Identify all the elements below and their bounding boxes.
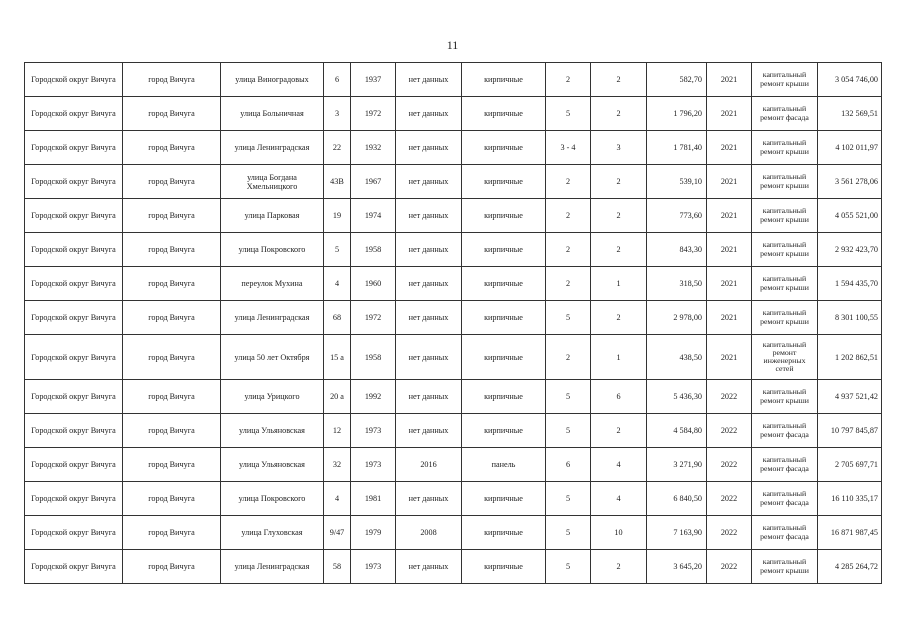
plan-year-cell: 2021 (707, 199, 752, 233)
street-cell: улица Глуховская (221, 516, 324, 550)
entrances-cell: 1 (591, 335, 647, 380)
city-cell: город Вичуга (123, 233, 221, 267)
reconstruction-year-cell: нет данных (396, 380, 462, 414)
area-cell: 1 796,20 (647, 97, 707, 131)
house-number-cell: 15 а (324, 335, 351, 380)
reconstruction-year-cell: нет данных (396, 131, 462, 165)
work-type-cell: капитальный ремонт крыши (752, 233, 818, 267)
floors-cell: 2 (546, 199, 591, 233)
plan-year-cell: 2022 (707, 414, 752, 448)
reconstruction-year-cell: нет данных (396, 267, 462, 301)
area-cell: 6 840,50 (647, 482, 707, 516)
wall-material-cell: кирпичные (462, 516, 546, 550)
floors-cell: 5 (546, 516, 591, 550)
work-type-cell: капитальный ремонт крыши (752, 131, 818, 165)
district-cell: Городской округ Вичуга (25, 301, 123, 335)
street-cell: улица Ленинградская (221, 550, 324, 584)
floors-cell: 5 (546, 414, 591, 448)
wall-material-cell: кирпичные (462, 335, 546, 380)
area-cell: 318,50 (647, 267, 707, 301)
table-row (25, 516, 882, 550)
reconstruction-year-cell: нет данных (396, 63, 462, 97)
work-type-cell: капитальный ремонт крыши (752, 199, 818, 233)
entrances-cell: 3 (591, 131, 647, 165)
reconstruction-year-cell: нет данных (396, 335, 462, 380)
area-cell: 582,70 (647, 63, 707, 97)
build-year-cell: 1958 (351, 233, 396, 267)
area-cell: 7 163,90 (647, 516, 707, 550)
street-cell: улица Больничная (221, 97, 324, 131)
area-cell: 2 978,00 (647, 301, 707, 335)
floors-cell: 3 - 4 (546, 131, 591, 165)
build-year-cell: 1960 (351, 267, 396, 301)
build-year-cell: 1967 (351, 165, 396, 199)
entrances-cell: 2 (591, 233, 647, 267)
house-number-cell: 5 (324, 233, 351, 267)
table-row (25, 199, 882, 233)
work-type-cell: капитальный ремонт крыши (752, 301, 818, 335)
work-type-cell: капитальный ремонт крыши (752, 63, 818, 97)
work-type-cell: капитальный ремонт фасада (752, 97, 818, 131)
cost-cell: 8 301 100,55 (818, 301, 882, 335)
cost-cell: 4 937 521,42 (818, 380, 882, 414)
plan-year-cell: 2022 (707, 482, 752, 516)
district-cell: Городской округ Вичуга (25, 448, 123, 482)
plan-year-cell: 2021 (707, 301, 752, 335)
wall-material-cell: кирпичные (462, 550, 546, 584)
wall-material-cell: кирпичные (462, 131, 546, 165)
housing-repair-table (24, 62, 882, 584)
build-year-cell: 1974 (351, 199, 396, 233)
table-row (25, 482, 882, 516)
cost-cell: 3 561 278,06 (818, 165, 882, 199)
entrances-cell: 2 (591, 165, 647, 199)
floors-cell: 5 (546, 301, 591, 335)
wall-material-cell: кирпичные (462, 165, 546, 199)
floors-cell: 2 (546, 233, 591, 267)
district-cell: Городской округ Вичуга (25, 63, 123, 97)
work-type-cell: капитальный ремонт фасада (752, 516, 818, 550)
plan-year-cell: 2021 (707, 63, 752, 97)
reconstruction-year-cell: нет данных (396, 233, 462, 267)
entrances-cell: 10 (591, 516, 647, 550)
cost-cell: 16 871 987,45 (818, 516, 882, 550)
wall-material-cell: кирпичные (462, 267, 546, 301)
street-cell: улица Богдана Хмельницкого (221, 165, 324, 199)
city-cell: город Вичуга (123, 63, 221, 97)
build-year-cell: 1932 (351, 131, 396, 165)
plan-year-cell: 2022 (707, 448, 752, 482)
table-row (25, 301, 882, 335)
house-number-cell: 20 а (324, 380, 351, 414)
area-cell: 1 781,40 (647, 131, 707, 165)
floors-cell: 6 (546, 448, 591, 482)
area-cell: 3 271,90 (647, 448, 707, 482)
wall-material-cell: кирпичные (462, 482, 546, 516)
wall-material-cell: кирпичные (462, 63, 546, 97)
work-type-cell: капитальный ремонт инженерных сетей (752, 335, 818, 380)
reconstruction-year-cell: нет данных (396, 550, 462, 584)
cost-cell: 4 285 264,72 (818, 550, 882, 584)
house-number-cell: 68 (324, 301, 351, 335)
house-number-cell: 6 (324, 63, 351, 97)
house-number-cell: 12 (324, 414, 351, 448)
street-cell: улица Покровского (221, 482, 324, 516)
table-row (25, 63, 882, 97)
table-row (25, 233, 882, 267)
house-number-cell: 4 (324, 267, 351, 301)
city-cell: город Вичуга (123, 414, 221, 448)
city-cell: город Вичуга (123, 97, 221, 131)
work-type-cell: капитальный ремонт фасада (752, 448, 818, 482)
table-row (25, 267, 882, 301)
table-row (25, 414, 882, 448)
cost-cell: 16 110 335,17 (818, 482, 882, 516)
district-cell: Городской округ Вичуга (25, 335, 123, 380)
street-cell: улица Ульяновская (221, 448, 324, 482)
cost-cell: 4 102 011,97 (818, 131, 882, 165)
house-number-cell: 58 (324, 550, 351, 584)
work-type-cell: капитальный ремонт крыши (752, 380, 818, 414)
floors-cell: 2 (546, 165, 591, 199)
city-cell: город Вичуга (123, 516, 221, 550)
house-number-cell: 3 (324, 97, 351, 131)
street-cell: улица 50 лет Октября (221, 335, 324, 380)
reconstruction-year-cell: 2016 (396, 448, 462, 482)
build-year-cell: 1973 (351, 414, 396, 448)
district-cell: Городской округ Вичуга (25, 550, 123, 584)
street-cell: улица Парковая (221, 199, 324, 233)
build-year-cell: 1973 (351, 448, 396, 482)
table-body (25, 63, 882, 584)
city-cell: город Вичуга (123, 335, 221, 380)
city-cell: город Вичуга (123, 199, 221, 233)
floors-cell: 5 (546, 380, 591, 414)
entrances-cell: 2 (591, 199, 647, 233)
entrances-cell: 1 (591, 267, 647, 301)
city-cell: город Вичуга (123, 267, 221, 301)
entrances-cell: 2 (591, 550, 647, 584)
work-type-cell: капитальный ремонт фасада (752, 414, 818, 448)
floors-cell: 2 (546, 267, 591, 301)
wall-material-cell: кирпичные (462, 199, 546, 233)
cost-cell: 10 797 845,87 (818, 414, 882, 448)
cost-cell: 1 594 435,70 (818, 267, 882, 301)
area-cell: 773,60 (647, 199, 707, 233)
plan-year-cell: 2022 (707, 380, 752, 414)
reconstruction-year-cell: нет данных (396, 482, 462, 516)
build-year-cell: 1979 (351, 516, 396, 550)
wall-material-cell: кирпичные (462, 301, 546, 335)
street-cell: улица Виноградовых (221, 63, 324, 97)
table-row (25, 335, 882, 380)
district-cell: Городской округ Вичуга (25, 165, 123, 199)
plan-year-cell: 2021 (707, 267, 752, 301)
cost-cell: 3 054 746,00 (818, 63, 882, 97)
house-number-cell: 32 (324, 448, 351, 482)
city-cell: город Вичуга (123, 448, 221, 482)
reconstruction-year-cell: нет данных (396, 414, 462, 448)
plan-year-cell: 2022 (707, 516, 752, 550)
entrances-cell: 2 (591, 414, 647, 448)
floors-cell: 5 (546, 550, 591, 584)
district-cell: Городской округ Вичуга (25, 482, 123, 516)
area-cell: 4 584,80 (647, 414, 707, 448)
wall-material-cell: кирпичные (462, 97, 546, 131)
district-cell: Городской округ Вичуга (25, 199, 123, 233)
work-type-cell: капитальный ремонт крыши (752, 267, 818, 301)
build-year-cell: 1937 (351, 63, 396, 97)
build-year-cell: 1972 (351, 97, 396, 131)
area-cell: 539,10 (647, 165, 707, 199)
city-cell: город Вичуга (123, 380, 221, 414)
street-cell: переулок Мухина (221, 267, 324, 301)
build-year-cell: 1973 (351, 550, 396, 584)
district-cell: Городской округ Вичуга (25, 267, 123, 301)
floors-cell: 2 (546, 63, 591, 97)
entrances-cell: 4 (591, 448, 647, 482)
plan-year-cell: 2021 (707, 131, 752, 165)
city-cell: город Вичуга (123, 550, 221, 584)
plan-year-cell: 2021 (707, 233, 752, 267)
area-cell: 438,50 (647, 335, 707, 380)
district-cell: Городской округ Вичуга (25, 414, 123, 448)
area-cell: 5 436,30 (647, 380, 707, 414)
build-year-cell: 1958 (351, 335, 396, 380)
work-type-cell: капитальный ремонт фасада (752, 482, 818, 516)
cost-cell: 4 055 521,00 (818, 199, 882, 233)
build-year-cell: 1992 (351, 380, 396, 414)
reconstruction-year-cell: нет данных (396, 97, 462, 131)
street-cell: улица Покровского (221, 233, 324, 267)
cost-cell: 2 705 697,71 (818, 448, 882, 482)
entrances-cell: 2 (591, 63, 647, 97)
street-cell: улица Ульяновская (221, 414, 324, 448)
plan-year-cell: 2021 (707, 165, 752, 199)
street-cell: улица Урицкого (221, 380, 324, 414)
table-row (25, 165, 882, 199)
house-number-cell: 19 (324, 199, 351, 233)
district-cell: Городской округ Вичуга (25, 516, 123, 550)
build-year-cell: 1972 (351, 301, 396, 335)
district-cell: Городской округ Вичуга (25, 131, 123, 165)
floors-cell: 2 (546, 335, 591, 380)
area-cell: 3 645,20 (647, 550, 707, 584)
table-row (25, 380, 882, 414)
wall-material-cell: панель (462, 448, 546, 482)
house-number-cell: 43В (324, 165, 351, 199)
table-row (25, 97, 882, 131)
build-year-cell: 1981 (351, 482, 396, 516)
house-number-cell: 4 (324, 482, 351, 516)
reconstruction-year-cell: нет данных (396, 199, 462, 233)
city-cell: город Вичуга (123, 131, 221, 165)
page-number: 11 (446, 38, 459, 52)
floors-cell: 5 (546, 97, 591, 131)
work-type-cell: капитальный ремонт крыши (752, 165, 818, 199)
house-number-cell: 9/47 (324, 516, 351, 550)
plan-year-cell: 2021 (707, 335, 752, 380)
table-row (25, 131, 882, 165)
cost-cell: 1 202 862,51 (818, 335, 882, 380)
cost-cell: 132 569,51 (818, 97, 882, 131)
reconstruction-year-cell: нет данных (396, 165, 462, 199)
wall-material-cell: кирпичные (462, 414, 546, 448)
cost-cell: 2 932 423,70 (818, 233, 882, 267)
entrances-cell: 2 (591, 301, 647, 335)
entrances-cell: 4 (591, 482, 647, 516)
reconstruction-year-cell: нет данных (396, 301, 462, 335)
district-cell: Городской округ Вичуга (25, 97, 123, 131)
wall-material-cell: кирпичные (462, 233, 546, 267)
street-cell: улица Ленинградская (221, 301, 324, 335)
city-cell: город Вичуга (123, 301, 221, 335)
wall-material-cell: кирпичные (462, 380, 546, 414)
floors-cell: 5 (546, 482, 591, 516)
city-cell: город Вичуга (123, 482, 221, 516)
entrances-cell: 2 (591, 97, 647, 131)
plan-year-cell: 2022 (707, 550, 752, 584)
table-row (25, 550, 882, 584)
district-cell: Городской округ Вичуга (25, 380, 123, 414)
house-number-cell: 22 (324, 131, 351, 165)
reconstruction-year-cell: 2008 (396, 516, 462, 550)
table-row (25, 448, 882, 482)
city-cell: город Вичуга (123, 165, 221, 199)
district-cell: Городской округ Вичуга (25, 233, 123, 267)
work-type-cell: капитальный ремонт крыши (752, 550, 818, 584)
area-cell: 843,30 (647, 233, 707, 267)
plan-year-cell: 2021 (707, 97, 752, 131)
street-cell: улица Ленинградская (221, 131, 324, 165)
entrances-cell: 6 (591, 380, 647, 414)
